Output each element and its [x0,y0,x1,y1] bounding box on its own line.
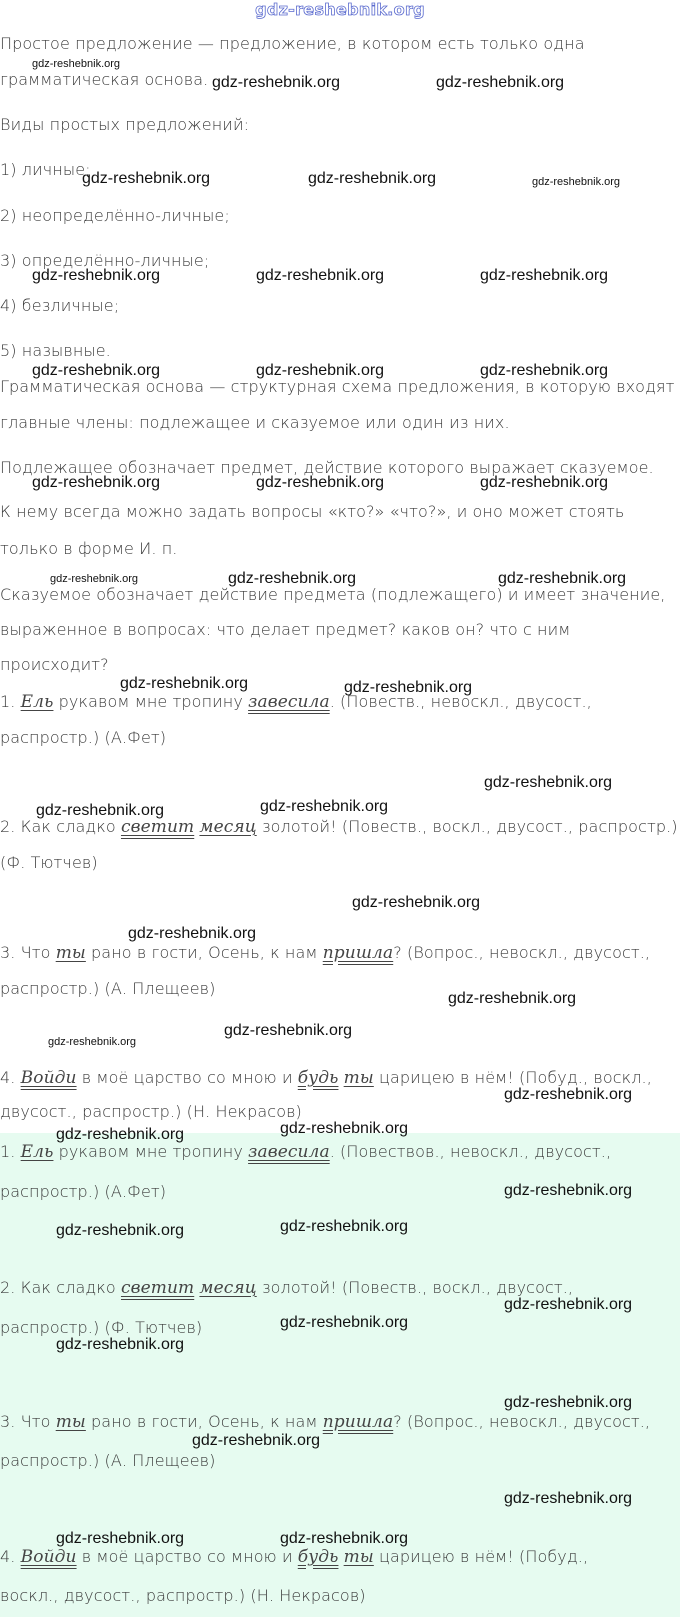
watermark: gdz-reshebnik.org [504,1490,633,1507]
watermark: gdz-reshebnik.org [504,1086,633,1103]
watermark: gdz-reshebnik.org [50,573,139,585]
green-answer-2-line-2: распростр.) (Ф. Тютчев) [0,1318,203,1337]
watermark: gdz-reshebnik.org [256,267,385,284]
answer-2-line-1: 2. Как сладко светит месяц золотой! (Повеств., воскл., двусост., распростр.) [0,817,678,837]
theory-line: Подлежащее обозначает предмет, действие которого выражает сказуемое. [0,458,654,477]
subject: ты [55,943,86,963]
green-answer-3-line-1: 3. Что ты рано в гости, Осень, к нам пришла? (Вопрос., невоскл., двусост., [0,1412,651,1432]
watermark: gdz-reshebnik.org [260,798,389,815]
theory-line: К нему всегда можно задать вопросы «кто?» «что?», и оно может стоять [0,502,625,521]
watermark: gdz-reshebnik.org [56,1336,185,1353]
theory-line: 5) назывные. [0,341,111,360]
theory-line: 2) неопределённо-личные; [0,206,230,225]
watermark: gdz-reshebnik.org [480,267,609,284]
watermark: gdz-reshebnik.org [480,362,609,379]
answer-2-line-2: (Ф. Тютчев) [0,853,98,872]
predicate: светит [120,817,195,837]
watermark: gdz-reshebnik.org [280,1218,409,1235]
predicate: Войди [20,1068,77,1088]
green-answer-4-line-2: воскл., двусост., распростр.) (Н. Некрасов) [0,1586,366,1605]
green-answer-3-line-2: распростр.) (А. Плещеев) [0,1451,216,1470]
watermark: gdz-reshebnik.org [484,774,613,791]
watermark: gdz-reshebnik.org [480,474,609,491]
theory-line: Простое предложение — предложение, в котором есть только одна [0,34,585,53]
subject: ты [343,1547,374,1567]
answer-1-line-2: распростр.) (А.Фет) [0,728,167,747]
theory-line: Виды простых предложений: [0,115,250,134]
predicate: пришла [322,1412,394,1432]
watermark: gdz-reshebnik.org [32,58,121,70]
watermark: gdz-reshebnik.org [504,1182,633,1199]
predicate: будь [297,1068,339,1088]
theory-line: 3) определённо-личные; [0,251,210,270]
theory-line: главные члены: подлежащее и сказуемое или один из них. [0,413,510,432]
watermark: gdz-reshebnik.org [308,170,437,187]
green-answer-2-line-1: 2. Как сладко светит месяц золотой! (Повеств., воскл., двусост., [0,1278,574,1298]
watermark: gdz-reshebnik.org [436,74,565,91]
watermark: gdz-reshebnik.org [448,990,577,1007]
green-answer-1-line-1: 1. Ель рукавом мне тропину завесила. (Повествов., невоскл., двусост., [0,1142,612,1162]
site-logo: gdz-reshebnik.org [255,0,425,19]
green-answer-1-line-2: распростр.) (А.Фет) [0,1182,167,1201]
predicate: завесила [248,692,330,712]
watermark: gdz-reshebnik.org [280,1314,409,1331]
watermark: gdz-reshebnik.org [56,1222,185,1239]
watermark: gdz-reshebnik.org [228,570,357,587]
subject: ты [343,1068,374,1088]
watermark: gdz-reshebnik.org [280,1120,409,1137]
subject: Ель [20,1142,54,1162]
watermark: gdz-reshebnik.org [48,1036,137,1048]
watermark: gdz-reshebnik.org [82,170,211,187]
theory-line: Сказуемое обозначает действие предмета (подлежащего) и имеет значение, [0,585,666,604]
answer-1-line-1: 1. Ель рукавом мне тропину завесила. (Повеств., невоскл., двусост., [0,692,592,712]
subject: месяц [199,1278,257,1298]
theory-line: только в форме И. п. [0,539,178,558]
watermark: gdz-reshebnik.org [224,1022,353,1039]
theory-line: происходит? [0,655,109,674]
watermark: gdz-reshebnik.org [32,267,161,284]
answer-4-line-1: 4. Войди в моё царство со мною и будь ты царицею в нём! (Побуд., воскл., [0,1068,652,1088]
watermark: gdz-reshebnik.org [352,894,481,911]
answer-4-line-2: двусост., распростр.) (Н. Некрасов) [0,1102,302,1121]
watermark: gdz-reshebnik.org [504,1394,633,1411]
watermark: gdz-reshebnik.org [56,1530,185,1547]
subject: Ель [20,692,54,712]
theory-line: 1) личные; [0,160,91,179]
watermark: gdz-reshebnik.org [344,679,473,696]
subject: месяц [199,817,257,837]
subject: ты [55,1412,86,1432]
watermark: gdz-reshebnik.org [256,474,385,491]
watermark: gdz-reshebnik.org [120,675,249,692]
watermark: gdz-reshebnik.org [32,362,161,379]
answer-3-line-1: 3. Что ты рано в гости, Осень, к нам пришла? (Вопрос., невоскл., двусост., [0,943,651,963]
green-answer-4-line-1: 4. Войди в моё царство со мною и будь ты царицею в нём! (Побуд., [0,1547,589,1567]
watermark: gdz-reshebnik.org [128,925,257,942]
predicate: Войди [20,1547,77,1567]
watermark: gdz-reshebnik.org [256,362,385,379]
watermark: gdz-reshebnik.org [498,570,627,587]
theory-line: 4) безличные; [0,296,120,315]
watermark: gdz-reshebnik.org [32,474,161,491]
theory-line: Грамматическая основа — структурная схема предложения, в которую входят [0,377,675,396]
theory-line: выраженное в вопросах: что делает предмет? каков он? что с ним [0,620,571,639]
watermark: gdz-reshebnik.org [192,1432,321,1449]
predicate: пришла [322,943,394,963]
watermark: gdz-reshebnik.org [212,74,341,91]
predicate: завесила [248,1142,330,1162]
answer-3-line-2: распростр.) (А. Плещеев) [0,979,216,998]
predicate: светит [120,1278,195,1298]
watermark: gdz-reshebnik.org [36,802,165,819]
watermark: gdz-reshebnik.org [504,1296,633,1313]
watermark: gdz-reshebnik.org [280,1530,409,1547]
theory-line: грамматическая основа. [0,70,209,89]
watermark: gdz-reshebnik.org [56,1126,185,1143]
predicate: будь [297,1547,339,1567]
watermark: gdz-reshebnik.org [532,176,621,188]
